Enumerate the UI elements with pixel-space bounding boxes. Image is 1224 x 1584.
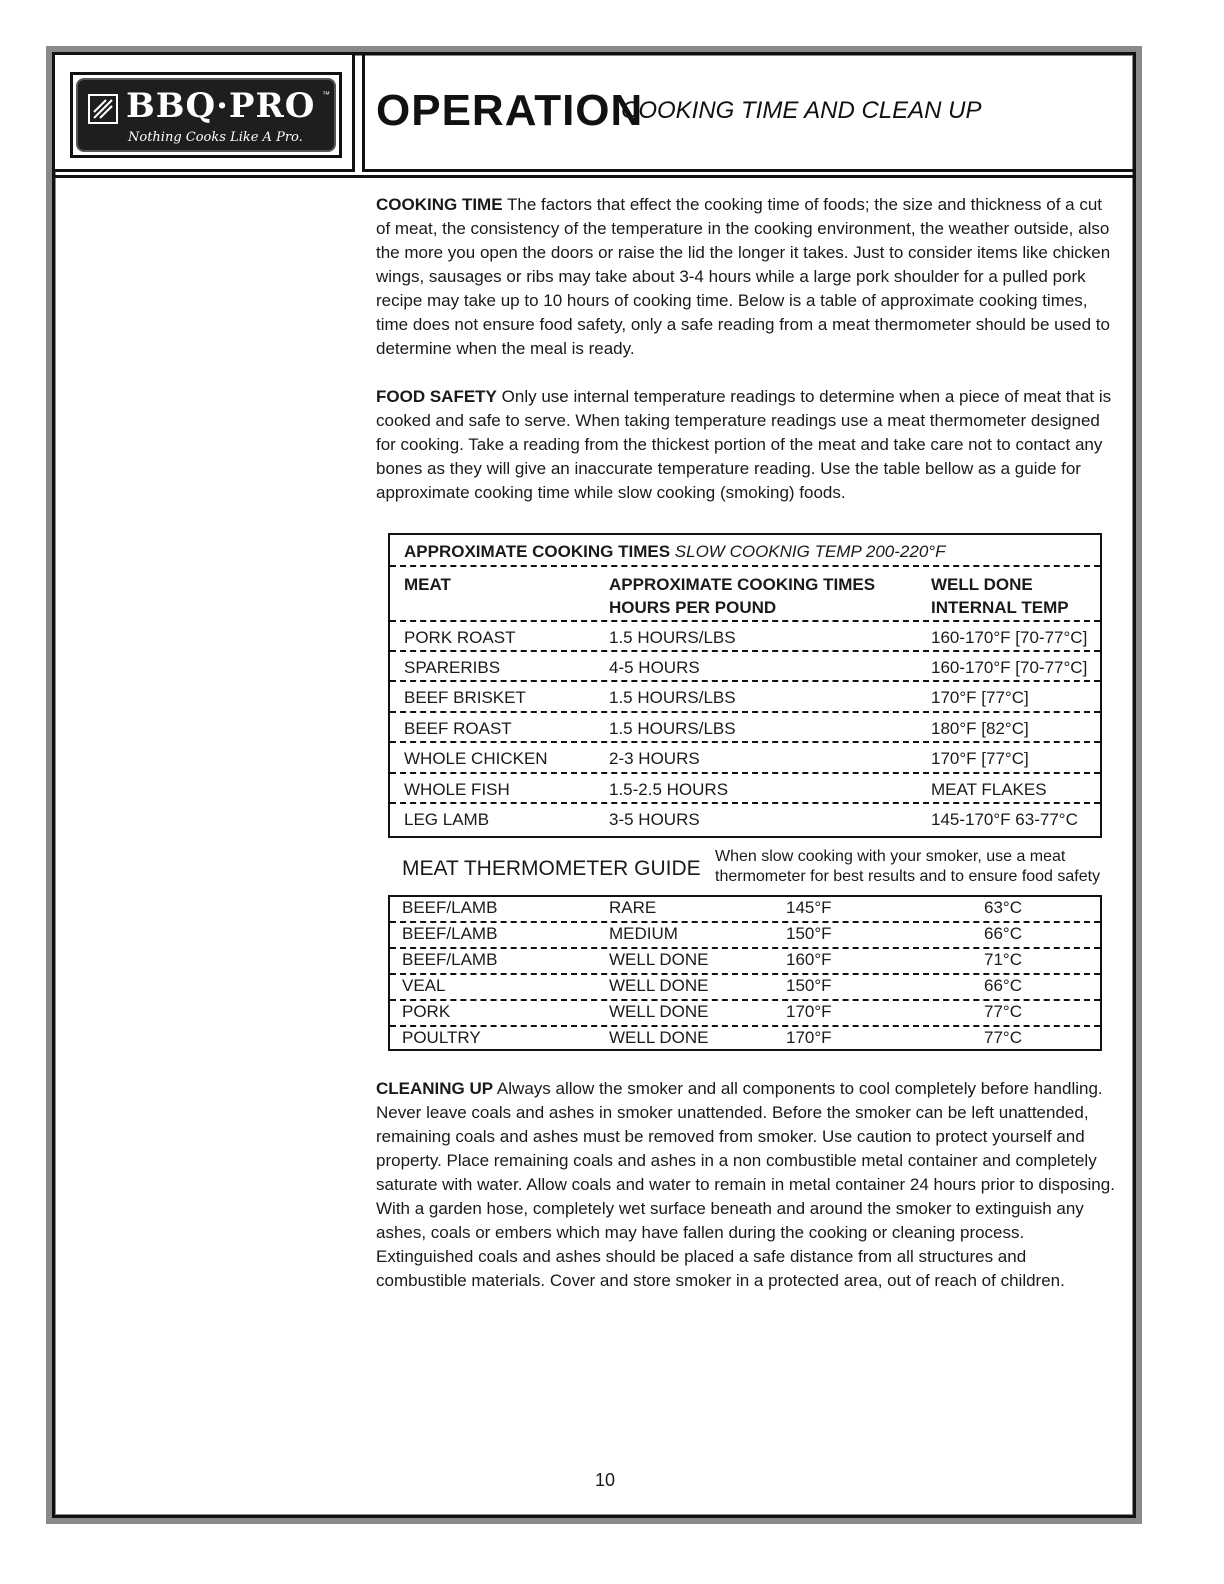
table-row xyxy=(390,743,1100,774)
meat-cell: POULTRY xyxy=(402,1028,481,1047)
meat-cell: BEEF/LAMB xyxy=(402,950,498,969)
temp-cell: 160-170°F [70-77°C] xyxy=(931,658,1088,677)
time-cell: 1.5 HOURS/LBS xyxy=(609,719,736,738)
doneness-cell: WELL DONE xyxy=(609,1002,709,1021)
celsius-cell: 66°C xyxy=(984,924,1022,943)
thermometer-guide-note xyxy=(715,847,1105,887)
table-row xyxy=(390,975,1100,1001)
table-caption: APPROXIMATE COOKING TIMES xyxy=(404,542,671,561)
table-row xyxy=(390,713,1100,743)
celsius-cell: 77°C xyxy=(984,1028,1022,1047)
col-header-temp: WELL DONE xyxy=(931,575,1033,594)
time-cell: 1.5 HOURS/LBS xyxy=(609,628,736,647)
page-number: 10 xyxy=(595,1470,616,1490)
cleaning-up-text: Always allow the smoker and all components to cool completely before handling. Never leave coals and ashes in smoker unattended. Before the smoker can be left unattended, remaining coals and ashes must be removed from smoker. Use caution to protect yourself and property. Place remaining coals and ashes in a non combustible metal container and completely saturate with water. Allow coals and water to remain in metal container 24 hours prior to disposing. With a garden hose, completely wet surface beneath and around the smoker to extinguish any ashes, coals or embers which may have fallen during the cooking or cleaning process. Extinguished coals and ashes should be placed a safe distance from all structures and combustible materials. Cover and store smoker in a protected area, out of reach of children. xyxy=(376,1079,1115,1290)
temp-cell: 145-170°F 63-77°C xyxy=(931,810,1078,829)
time-cell: 3-5 HOURS xyxy=(609,810,700,829)
table-caption-row xyxy=(390,535,1100,567)
fahrenheit-cell: 160°F xyxy=(786,950,832,969)
logo-name: BBQ·PRO xyxy=(126,86,316,126)
cooking-times-table xyxy=(388,533,1102,838)
celsius-cell: 71°C xyxy=(984,950,1022,969)
col-header-temp-unit: INTERNAL TEMP xyxy=(931,598,1069,617)
meat-cell: PORK ROAST xyxy=(404,628,516,647)
table-row xyxy=(390,1001,1100,1027)
table-header-row xyxy=(390,567,1100,622)
thermometer-guide-table xyxy=(388,895,1102,1051)
time-cell: 1.5 HOURS/LBS xyxy=(609,688,736,707)
table-row xyxy=(390,804,1100,836)
meat-cell: VEAL xyxy=(402,976,446,995)
cooking-time-section xyxy=(376,193,1118,361)
doneness-cell: WELL DONE xyxy=(609,976,709,995)
food-safety-text: Only use internal temperature readings to determine when a piece of meat that is cooked and safe to serve. When taking temperature readings use a meat thermometer designed for cooking. Take a reading from the thickest portion of the meat and take care not to contact any bones as they will give an inaccurate temperature reading. Use the table bellow as a guide for approximate cooking time while slow cooking (smoking) foods. xyxy=(376,387,1112,502)
fahrenheit-cell: 145°F xyxy=(786,898,832,917)
meat-cell: WHOLE FISH xyxy=(404,780,510,799)
table-row xyxy=(390,923,1100,949)
celsius-cell: 66°C xyxy=(984,976,1022,995)
cleaning-up-heading: CLEANING UP xyxy=(376,1079,494,1098)
col-header-time-unit: HOURS PER POUND xyxy=(609,598,777,617)
guide-note-line: thermometer for best results and to ensure food safety xyxy=(715,868,1101,885)
cooking-time-text: The factors that effect the cooking time of foods; the size and thickness of a cut of meat, the consistency of the temperature in the cooking environment, the weather outside, also the more you open the doors or raise the lid the longer it takes. Just to consider items like chicken wings, sausages or ribs may take about 3-4 hours while a large pork shoulder for a pulled pork recipe may take up to 10 hours of cooking time. Below is a table of approximate cooking times, time does not ensure food safety, only a safe reading from a meat thermometer should be used to determine when the meal is ready. xyxy=(376,195,1111,358)
temp-cell: 170°F [77°C] xyxy=(931,749,1029,768)
meat-cell: LEG LAMB xyxy=(404,810,490,829)
doneness-cell: MEDIUM xyxy=(609,924,678,943)
meat-cell: PORK xyxy=(402,1002,451,1021)
col-header-time: APPROXIMATE COOKING TIMES xyxy=(609,575,876,594)
page-subtitle: COOKING TIME AND CLEAN UP xyxy=(621,97,982,124)
temp-cell: MEAT FLAKES xyxy=(931,780,1047,799)
doneness-cell: WELL DONE xyxy=(609,1028,709,1047)
cooking-time-heading: COOKING TIME xyxy=(376,195,503,214)
fahrenheit-cell: 170°F xyxy=(786,1028,832,1047)
table-row xyxy=(390,897,1100,923)
table-row xyxy=(390,682,1100,713)
meat-cell: BEEF ROAST xyxy=(404,719,512,738)
guide-note-line: When slow cooking with your smoker, use a meat xyxy=(715,848,1066,865)
fahrenheit-cell: 150°F xyxy=(786,924,832,943)
trademark-mark: ™ xyxy=(322,90,330,99)
meat-cell: BEEF/LAMB xyxy=(402,898,498,917)
time-cell: 4-5 HOURS xyxy=(609,658,700,677)
meat-cell: SPARERIBS xyxy=(404,658,501,677)
col-header-meat: MEAT xyxy=(404,575,451,594)
table-caption-temp: SLOW COOKNIG TEMP 200-220°F xyxy=(674,542,946,561)
table-row xyxy=(390,622,1100,652)
doneness-cell: WELL DONE xyxy=(609,950,709,969)
celsius-cell: 63°C xyxy=(984,898,1022,917)
thermometer-guide-title: MEAT THERMOMETER GUIDE xyxy=(402,857,701,880)
page-title: OPERATION xyxy=(376,86,644,135)
flame-icon xyxy=(88,94,118,124)
meat-cell: WHOLE CHICKEN xyxy=(404,749,548,768)
header-divider xyxy=(55,175,1133,178)
cleaning-up-section xyxy=(376,1077,1120,1293)
celsius-cell: 77°C xyxy=(984,1002,1022,1021)
brand-logo xyxy=(70,72,342,158)
meat-cell: BEEF/LAMB xyxy=(402,924,498,943)
meat-cell: BEEF BRISKET xyxy=(404,688,526,707)
time-cell: 1.5-2.5 HOURS xyxy=(609,780,729,799)
table-row xyxy=(390,949,1100,975)
food-safety-section xyxy=(376,385,1118,505)
fahrenheit-cell: 150°F xyxy=(786,976,832,995)
time-cell: 2-3 HOURS xyxy=(609,749,700,768)
food-safety-heading: FOOD SAFETY xyxy=(376,387,497,406)
temp-cell: 180°F [82°C] xyxy=(931,719,1029,738)
logo-tagline: Nothing Cooks Like A Pro. xyxy=(128,130,303,145)
table-row xyxy=(390,652,1100,682)
fahrenheit-cell: 170°F xyxy=(786,1002,832,1021)
doneness-cell: RARE xyxy=(609,898,657,917)
temp-cell: 160-170°F [70-77°C] xyxy=(931,628,1088,647)
temp-cell: 170°F [77°C] xyxy=(931,688,1029,707)
table-row xyxy=(390,1027,1100,1053)
table-row xyxy=(390,774,1100,804)
